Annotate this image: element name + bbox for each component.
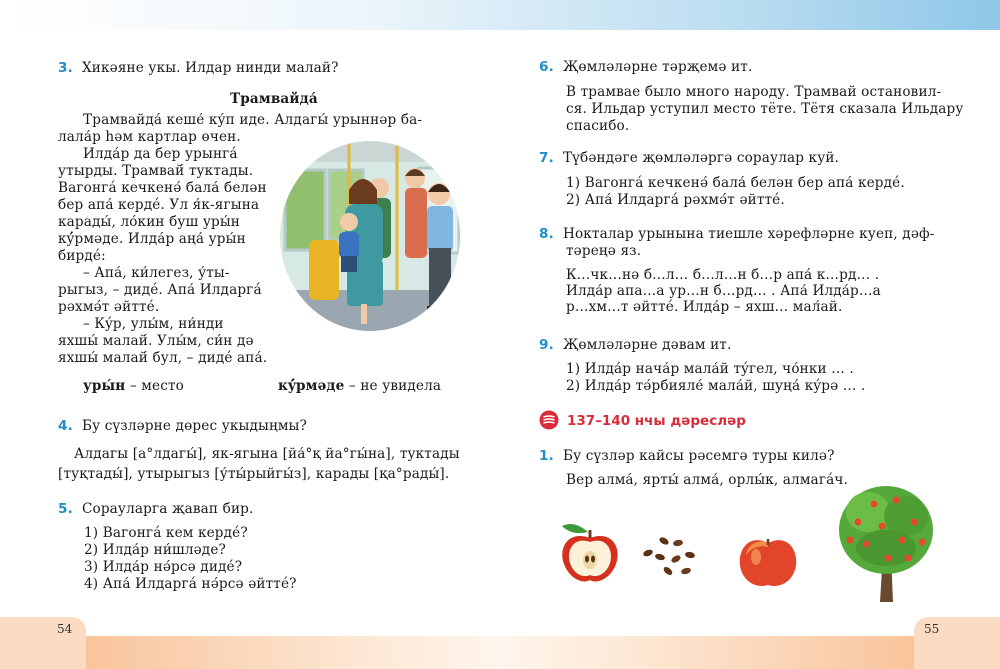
story-line: – Апа́, ки́легез, у́ты- (83, 265, 230, 281)
story-line: – Кýр, улы́м, ни́нди (83, 316, 224, 332)
task5-question: 1) Вагонгá кем кердé? (84, 525, 248, 541)
task8-heading (539, 226, 935, 243)
task7-prompt: Түбәндәге җөмләләргә сораулар куй. (562, 150, 840, 166)
task1-prompt: Бу сүзләр кайсы рәсемгә туры килә? (562, 448, 835, 464)
tram-illustration (279, 140, 461, 332)
task8-number: 8. (539, 226, 554, 242)
task6-line: В трамвае было много народу. Трамвай остановил- (566, 84, 942, 100)
task7-line: 2) Апа́ Илдаргá рәхмә́т әйттé. (566, 192, 785, 208)
task9-heading (539, 337, 731, 354)
story-line: рәхмә́т әйттé. (58, 299, 160, 315)
task5-question: 2) Илда́р ни́шләде? (84, 542, 226, 558)
task1-number: 1. (539, 448, 554, 464)
task5-question: 4) Апа́ Илдаргá нә́рсә әйттé? (84, 576, 297, 592)
task6-line: ся. Ильдар уступил место тёте. Тётя сказала Ильдару (566, 101, 964, 117)
task6-number: 6. (539, 59, 554, 75)
task9-line: 2) Илда́р тә́рбияле́ мала́й, шуңа́ кýрә … . (566, 378, 866, 394)
task8-prompt: Нокталар урынына тиешле хәрефләрне куеп, дәф- (562, 226, 935, 242)
glossary-entry (83, 378, 184, 395)
task4-prompt: Бу сүзләрне дөрес укыдыңмы? (81, 418, 307, 434)
story-line: Трамвайда́ кеше́ ку́п иде. Алдагы́ урыннәр ба- (83, 112, 423, 128)
glossary-translation: – место (125, 378, 184, 394)
apple-seeds-image (638, 533, 702, 579)
bottom-color-band (0, 636, 1000, 669)
task7-number: 7. (539, 150, 554, 166)
glossary-translation: – не увидела (344, 378, 442, 394)
story-line: яхшы́ малай́. Улы́м, си́н дә (58, 333, 254, 349)
apple-tree-image (838, 482, 936, 608)
task3-heading (58, 60, 339, 77)
story-line: лала́р һәм картлар өчен. (58, 129, 241, 145)
whole-apple-image (738, 535, 798, 589)
task5-prompt: Сорауларга җавап бир. (81, 501, 254, 517)
left-page-tab (0, 617, 86, 669)
task4-number: 4. (58, 418, 73, 434)
story-line: яхшы́ малай́ бул, – дидé апа́. (58, 350, 268, 366)
story-line: кý́рмәде. Илда́р аңа́ уры́н (58, 231, 246, 247)
story-line: бер апа́ кердé. Ул я́к-ягына (58, 197, 260, 213)
task6-line: спасибо. (566, 118, 630, 134)
story-line: бирдé: (58, 248, 106, 264)
top-color-band (0, 0, 1000, 30)
glossary-entry (278, 378, 441, 395)
task5-heading (58, 501, 253, 518)
task8-line: р…хм…т әйттé. Илда́р – яхш… мал́ай. (566, 299, 843, 315)
task6-heading (539, 59, 752, 76)
task3-number: 3. (58, 60, 73, 76)
story-title: Трамвайда́ (230, 91, 318, 107)
task6-prompt: Җөмләләрне тәрҗемә ит. (562, 59, 753, 75)
task4-line: Алдагы [а°лдагы́], як-ягына [йа́°қ йа°гы́на], туктады (74, 446, 460, 462)
task4-heading (58, 418, 307, 435)
task5-number: 5. (58, 501, 73, 517)
task3-prompt: Хикәяне укы. Илдар нинди малай? (81, 60, 339, 76)
task1-words: Вер алма́, ярты́ алма́, орлы́к, алмагáч. (566, 472, 848, 488)
task9-prompt: Җөмләләрне дәвам ит. (562, 337, 732, 353)
left-page-number: 54 (57, 622, 73, 636)
glossary-word: кý́рмәде (278, 378, 345, 394)
story-line: Илда́р да бер урынгá (83, 146, 238, 162)
story-line: рыгыз, – дидé. Апа́ Илдаргá (58, 282, 262, 298)
task9-number: 9. (539, 337, 554, 353)
task8-prompt-cont: тәреңә яз. (566, 243, 642, 259)
story-line: карады́, ло́кин буш уры́н (58, 214, 241, 230)
task8-line: К…чк…нә б…л… б…л…н б…р апа́ к…рд… . (566, 267, 880, 283)
task4-line: [туқтады́], утырыгыз [у́ты́рыйгы́з], карады [қа°рады́]. (58, 466, 450, 482)
task9-line: 1) Илда́р нача́р мала́й тýгел, чо́нки … . (566, 361, 854, 377)
task7-heading (539, 150, 839, 167)
right-page-number: 55 (924, 622, 940, 636)
story-line: утырды. Трамвай́ туктады. (58, 163, 254, 179)
book-lesson-icon (539, 410, 559, 430)
task5-question: 3) Илда́р нә́рсә дидé? (84, 559, 243, 575)
glossary-word: уры́н (83, 378, 126, 394)
task8-line: Илда́р апа…а ур…н б…рд… . Апа́ Илда́р…а (566, 283, 881, 299)
half-apple-image (560, 518, 620, 584)
task7-line: 1) Вагонгá кечкенә́ бала́ белән бер апа́ кердé. (566, 175, 905, 191)
task1-heading (539, 448, 835, 465)
story-line: Вагонгá кечкенә́ бала́ белән (58, 180, 267, 196)
lesson-header: 137–140 нчы дәресләр (567, 413, 746, 429)
